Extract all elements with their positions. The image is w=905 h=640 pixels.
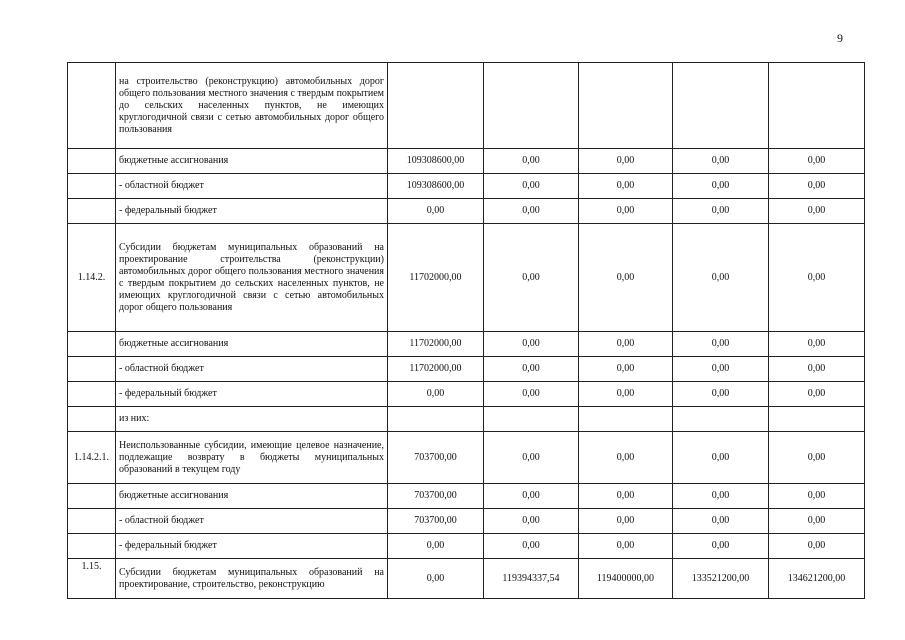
value-cell: 0,00 — [484, 199, 579, 224]
value-cell: 0,00 — [579, 509, 673, 534]
table-row — [68, 63, 865, 149]
row-index — [68, 149, 116, 174]
value-cell: 0,00 — [769, 199, 865, 224]
table-row — [68, 174, 865, 199]
value-cell: 0,00 — [769, 382, 865, 407]
value-cell: 0,00 — [484, 534, 579, 559]
table-row — [68, 534, 865, 559]
table-row — [68, 559, 865, 599]
value-cell: 0,00 — [579, 149, 673, 174]
value-cell: 0,00 — [769, 224, 865, 332]
row-description: Субсидии бюджетам муниципальных образований на проектирование строительства (реконструкции) автомобильных дорог общего пользования местного значения с твердым покрытием до сельских населенных пунктов, не имеющих круглогодичной связи с сетью автомобильных дорог общего пользования — [116, 224, 388, 332]
table-row — [68, 484, 865, 509]
row-description: - федеральный бюджет — [116, 534, 388, 559]
table-row — [68, 432, 865, 484]
row-description: - областной бюджет — [116, 357, 388, 382]
row-description: - федеральный бюджет — [116, 199, 388, 224]
row-index — [68, 63, 116, 149]
value-cell: 0,00 — [579, 224, 673, 332]
value-cell — [388, 63, 484, 149]
value-cell: 0,00 — [484, 432, 579, 484]
row-index — [68, 199, 116, 224]
row-index — [68, 357, 116, 382]
value-cell: 0,00 — [673, 149, 769, 174]
table-row — [68, 357, 865, 382]
value-cell: 119394337,54 — [484, 559, 579, 599]
value-cell: 0,00 — [579, 357, 673, 382]
value-cell: 0,00 — [769, 534, 865, 559]
value-cell: 0,00 — [579, 432, 673, 484]
row-description: - областной бюджет — [116, 174, 388, 199]
value-cell: 0,00 — [484, 174, 579, 199]
page-number: 9 — [837, 31, 843, 45]
value-cell: 0,00 — [769, 174, 865, 199]
value-cell: 11702000,00 — [388, 357, 484, 382]
value-cell — [769, 407, 865, 432]
table-row — [68, 199, 865, 224]
value-cell — [484, 407, 579, 432]
value-cell: 0,00 — [579, 534, 673, 559]
row-index — [68, 174, 116, 199]
value-cell: 0,00 — [769, 149, 865, 174]
value-cell: 0,00 — [388, 199, 484, 224]
value-cell: 0,00 — [484, 149, 579, 174]
value-cell: 0,00 — [673, 174, 769, 199]
value-cell: 0,00 — [579, 484, 673, 509]
row-description: бюджетные ассигнования — [116, 149, 388, 174]
value-cell: 0,00 — [388, 534, 484, 559]
value-cell: 109308600,00 — [388, 174, 484, 199]
row-description: на строительство (реконструкцию) автомобильных дорог общего пользования местного значения с твердым покрытием до сельских населенных пунктов, не имеющих круглогодичной связи с сетью автомобильных дорог общего пользования — [116, 63, 388, 149]
row-index — [68, 332, 116, 357]
value-cell: 703700,00 — [388, 509, 484, 534]
value-cell: 0,00 — [673, 224, 769, 332]
row-description: бюджетные ассигнования — [116, 484, 388, 509]
value-cell — [388, 407, 484, 432]
row-description: бюджетные ассигнования — [116, 332, 388, 357]
value-cell: 0,00 — [484, 357, 579, 382]
value-cell: 0,00 — [388, 382, 484, 407]
table-row — [68, 224, 865, 332]
row-description: из них: — [116, 407, 388, 432]
value-cell: 0,00 — [388, 559, 484, 599]
value-cell: 0,00 — [673, 432, 769, 484]
value-cell: 703700,00 — [388, 484, 484, 509]
value-cell: 703700,00 — [388, 432, 484, 484]
value-cell: 11702000,00 — [388, 224, 484, 332]
value-cell: 0,00 — [484, 484, 579, 509]
value-cell: 0,00 — [769, 332, 865, 357]
value-cell: 0,00 — [673, 382, 769, 407]
row-description: - областной бюджет — [116, 509, 388, 534]
value-cell: 0,00 — [484, 382, 579, 407]
row-index: 1.15. — [68, 559, 116, 599]
table-row — [68, 332, 865, 357]
value-cell: 11702000,00 — [388, 332, 484, 357]
row-index — [68, 534, 116, 559]
row-index — [68, 484, 116, 509]
value-cell: 0,00 — [579, 382, 673, 407]
row-description: Неиспользованные субсидии, имеющие целевое назначение, подлежащие возврату в бюджеты муниципальных образований в текущем году — [116, 432, 388, 484]
value-cell — [579, 63, 673, 149]
row-description: - федеральный бюджет — [116, 382, 388, 407]
value-cell: 0,00 — [484, 224, 579, 332]
value-cell — [673, 63, 769, 149]
value-cell: 0,00 — [769, 484, 865, 509]
table-row — [68, 509, 865, 534]
value-cell — [673, 407, 769, 432]
value-cell: 0,00 — [673, 332, 769, 357]
value-cell — [579, 407, 673, 432]
row-index — [68, 382, 116, 407]
value-cell: 0,00 — [484, 509, 579, 534]
value-cell: 133521200,00 — [673, 559, 769, 599]
table-row — [68, 149, 865, 174]
value-cell — [769, 63, 865, 149]
row-description: Субсидии бюджетам муниципальных образований на проектирование, строительство, реконструкцию — [116, 559, 388, 599]
table-row — [68, 382, 865, 407]
value-cell: 0,00 — [579, 174, 673, 199]
value-cell: 0,00 — [769, 432, 865, 484]
value-cell: 119400000,00 — [579, 559, 673, 599]
value-cell: 0,00 — [579, 332, 673, 357]
row-index: 1.14.2. — [68, 224, 116, 332]
row-index: 1.14.2.1. — [68, 432, 116, 484]
value-cell: 0,00 — [769, 509, 865, 534]
value-cell: 0,00 — [673, 484, 769, 509]
table-row — [68, 407, 865, 432]
row-index — [68, 509, 116, 534]
value-cell: 0,00 — [673, 534, 769, 559]
value-cell: 0,00 — [673, 199, 769, 224]
budget-table — [67, 62, 865, 599]
value-cell: 0,00 — [579, 199, 673, 224]
value-cell — [484, 63, 579, 149]
value-cell: 109308600,00 — [388, 149, 484, 174]
value-cell: 0,00 — [673, 357, 769, 382]
row-index — [68, 407, 116, 432]
value-cell: 0,00 — [484, 332, 579, 357]
value-cell: 0,00 — [769, 357, 865, 382]
value-cell: 134621200,00 — [769, 559, 865, 599]
value-cell: 0,00 — [673, 509, 769, 534]
